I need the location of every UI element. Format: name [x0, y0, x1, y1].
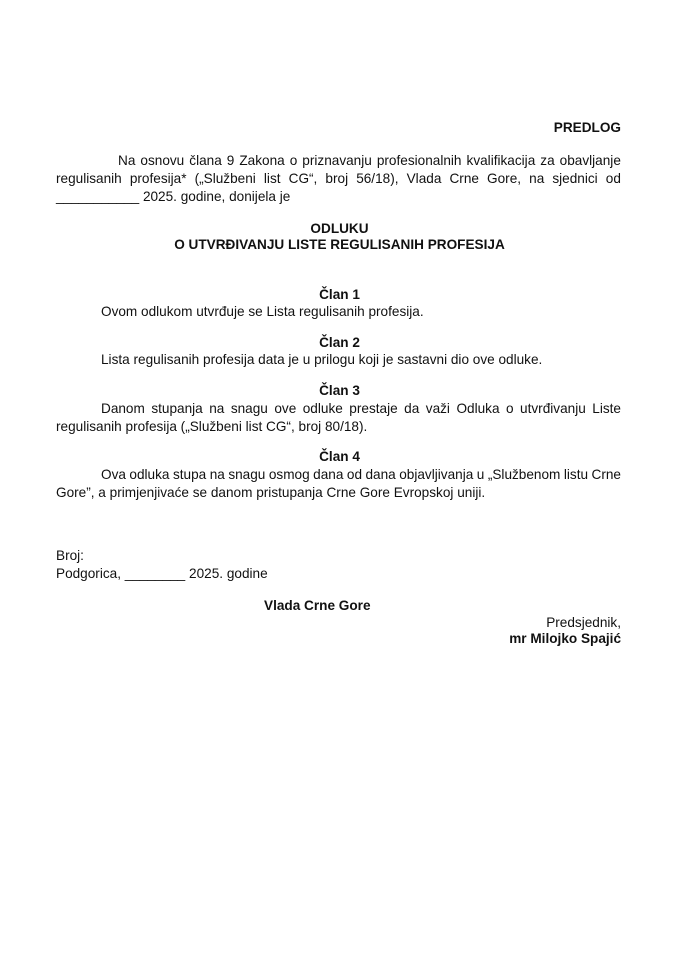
word: osnovu	[140, 153, 185, 168]
government-name: Vlada Crne Gore	[264, 598, 371, 613]
word: priznavanju	[302, 153, 372, 168]
word: 56/18),	[356, 171, 399, 186]
word: na	[209, 467, 225, 482]
article-2-heading: Član 2	[319, 335, 360, 350]
word: sjednici	[552, 171, 598, 186]
word: o	[506, 401, 514, 416]
place-date: Podgorica, ________ 2025. godine	[56, 566, 268, 581]
intro-line-3: ___________ 2025. godine, donijela je	[56, 189, 291, 204]
intro-line-1	[118, 153, 621, 168]
article-4-heading: Član 4	[319, 449, 360, 464]
word: Vlada	[406, 171, 442, 186]
article-2-text: Lista regulisanih profesija data je u prilogu koji je sastavni dio ove odluke.	[101, 352, 543, 367]
word: „Službenom	[487, 467, 561, 482]
broj-label: Broj:	[56, 548, 84, 563]
title-odluku: ODLUKU	[310, 221, 369, 236]
word: Crne	[449, 171, 479, 186]
predlog-label: PREDLOG	[553, 120, 621, 135]
word: prestaje	[349, 401, 398, 416]
word: stupanja	[151, 401, 203, 416]
word: od	[605, 171, 621, 186]
word: osmog	[268, 467, 310, 482]
word: profesionalnih	[376, 153, 462, 168]
article-1-text: Ovom odlukom utvrđuje se Lista regulisanih profesija.	[101, 304, 424, 319]
word: na	[209, 401, 225, 416]
word: Odluka	[456, 401, 500, 416]
article-3-heading: Član 3	[319, 383, 360, 398]
article-3-line-1	[101, 401, 621, 416]
president-title: Predsjednik,	[546, 615, 621, 630]
word: na	[529, 171, 545, 186]
word: Ova	[101, 467, 126, 482]
word: list	[263, 171, 281, 186]
word: stupa	[172, 467, 207, 482]
word: dana	[365, 467, 396, 482]
article-4-line-1	[101, 467, 621, 482]
word: kvalifikacija	[466, 153, 536, 168]
word: Crne	[591, 467, 621, 482]
word: od	[346, 467, 363, 482]
article-3-line-2: regulisanih profesija („Službeni list CG“, broj 80/18).	[56, 419, 368, 434]
word: Gore,	[487, 171, 522, 186]
word: Liste	[592, 401, 621, 416]
word: snagu	[228, 467, 266, 482]
word: snagu	[230, 401, 268, 416]
president-name: mr Milojko Spajić	[509, 631, 621, 646]
word: u	[476, 467, 485, 482]
word: („Službeni	[194, 171, 256, 186]
word: Danom	[101, 401, 145, 416]
article-1-heading: Član 1	[319, 287, 360, 302]
intro-line-2	[56, 171, 621, 186]
article-4-line-2: Gore”, a primjenjivaće se danom pristupanja Crne Gore Evropskoj uniji.	[56, 485, 486, 500]
word: regulisanih	[56, 171, 122, 186]
word: za	[540, 153, 555, 168]
word: Na	[118, 153, 136, 168]
word: člana	[189, 153, 222, 168]
word: dana	[313, 467, 344, 482]
word: listu	[563, 467, 589, 482]
word: utvrđivanju	[520, 401, 586, 416]
word: CG“,	[288, 171, 318, 186]
word: 9	[226, 153, 235, 168]
word: da	[404, 401, 420, 416]
word: profesija*	[129, 171, 187, 186]
word: važi	[425, 401, 450, 416]
word: ove	[274, 401, 297, 416]
word: objavljivanja	[399, 467, 474, 482]
title-subtitle: O UTVRĐIVANJU LISTE REGULISANIH PROFESIJA	[174, 237, 505, 252]
word: Zakona	[239, 153, 285, 168]
word: odluke	[302, 401, 343, 416]
word: obavljanje	[559, 153, 621, 168]
word: o	[289, 153, 298, 168]
word: broj	[325, 171, 349, 186]
word: odluka	[129, 467, 170, 482]
